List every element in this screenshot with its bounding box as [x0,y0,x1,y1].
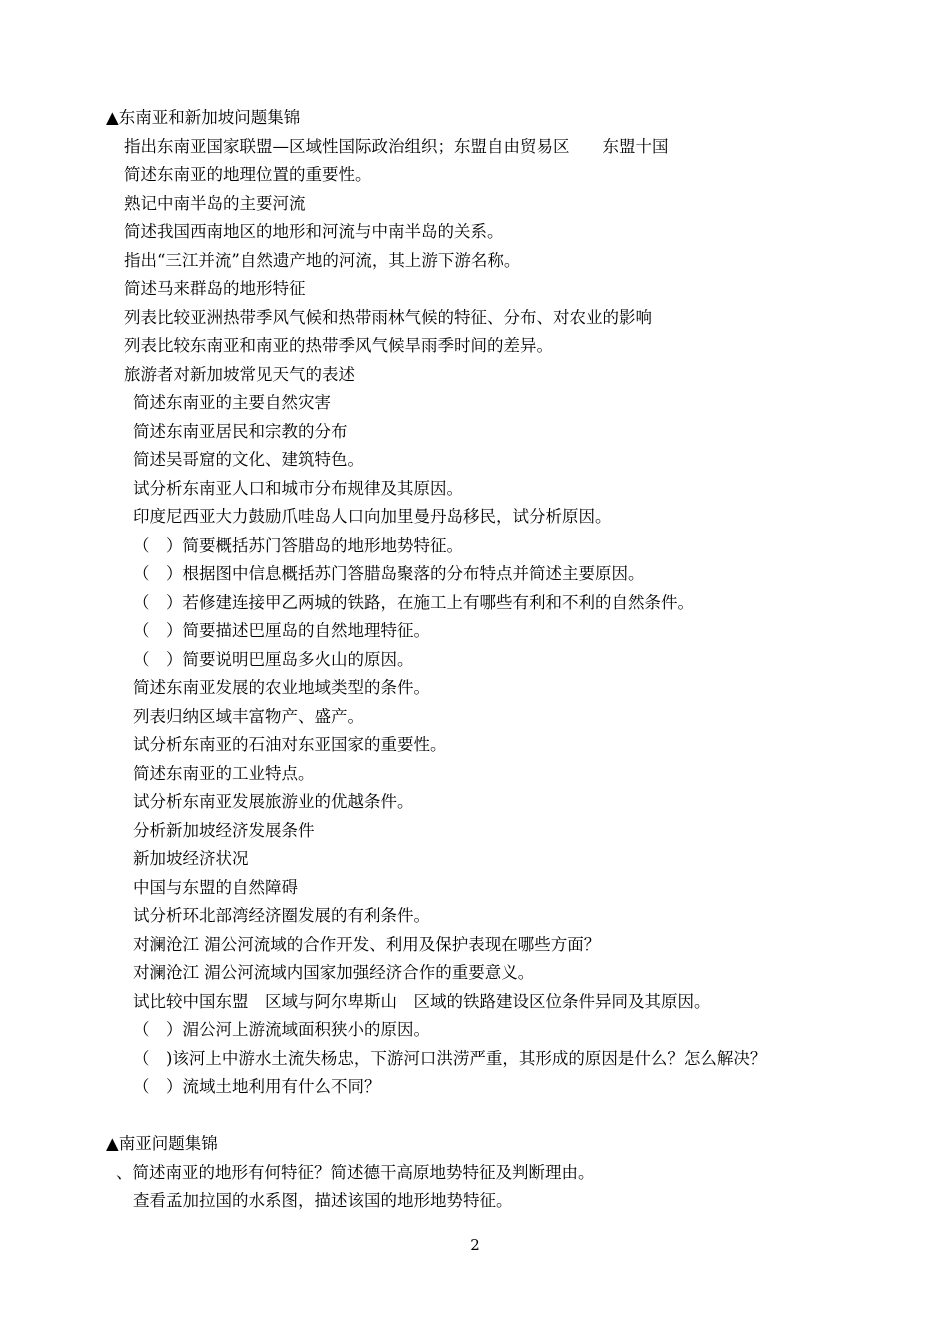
list-item: 试分析环北部湾经济圈发展的有利条件。 [133,906,430,925]
list-item: 简述东南亚的工业特点。 [133,764,315,783]
list-item: 指出“三江并流”自然遗产地的河流，其上游下游名称。 [124,251,521,270]
list-item: 对澜沧江 湄公河流域内国家加强经济合作的重要意义。 [133,963,535,982]
list-item: 简述吴哥窟的文化、建筑特色。 [133,450,364,469]
list-item: 简述东南亚的地理位置的重要性。 [124,165,372,184]
list-item: 指出东南亚国家联盟—区域性国际政治组织；东盟自由贸易区 东盟十国 [124,137,669,156]
list-item: 简述东南亚的主要自然灾害 [133,393,331,412]
list-item: （ ）简要描述巴厘岛的自然地理特征。 [133,621,430,640]
list-item: 简述东南亚发展的农业地域类型的条件。 [133,678,430,697]
list-item: 熟记中南半岛的主要河流 [124,194,306,213]
list-item: 印度尼西亚大力鼓励爪哇岛人口向加里曼丹岛移民，试分析原因。 [133,507,612,526]
section-heading-south-asia: ▲南亚问题集锦 [106,1134,218,1153]
list-item: 中国与东盟的自然障碍 [133,878,298,897]
page-number: 2 [470,1236,480,1254]
list-item: （ ）若修建连接甲乙两城的铁路，在施工上有哪些有利和不利的自然条件。 [133,593,694,612]
list-item: 对澜沧江 湄公河流域的合作开发、利用及保护表现在哪些方面？ [133,935,601,954]
list-item: 试分析东南亚的石油对东亚国家的重要性。 [133,735,447,754]
list-item: 试比较中国东盟 区域与阿尔卑斯山 区域的铁路建设区位条件异同及其原因。 [133,992,711,1011]
list-item: 列表比较亚洲热带季风气候和热带雨林气候的特征、分布、对农业的影响 [124,308,652,327]
list-item: （ ）简要概括苏门答腊岛的地形地势特征。 [133,536,463,555]
list-item: （ ）湄公河上游流域面积狭小的原因。 [133,1020,430,1039]
list-item: 、简述南亚的地形有何特征？简述德干高原地势特征及判断理由。 [116,1163,595,1182]
list-item: （ ）根据图中信息概括苏门答腊岛聚落的分布特点并简述主要原因。 [133,564,645,583]
list-item: （ ）流域土地利用有什么不同？ [133,1077,381,1096]
list-item: 查看孟加拉国的水系图，描述该国的地形地势特征。 [133,1191,513,1210]
list-item: 试分析东南亚发展旅游业的优越条件。 [133,792,414,811]
list-item: 分析新加坡经济发展条件 [133,821,315,840]
list-item: 列表归纳区域丰富物产、盛产。 [133,707,364,726]
list-item: 简述东南亚居民和宗教的分布 [133,422,348,441]
list-item: 简述我国西南地区的地形和河流与中南半岛的关系。 [124,222,504,241]
list-item: 试分析东南亚人口和城市分布规律及其原因。 [133,479,463,498]
list-item: 简述马来群岛的地形特征 [124,279,306,298]
list-item: 新加坡经济状况 [133,849,249,868]
list-item: 旅游者对新加坡常见天气的表述 [124,365,355,384]
list-item: 列表比较东南亚和南亚的热带季风气候旱雨季时间的差异。 [124,336,553,355]
section-heading-southeast-asia: ▲东南亚和新加坡问题集锦 [106,108,301,127]
list-item: （ )该河上中游水土流失杨忠，下游河口洪涝严重，其形成的原因是什么？怎么解决？ [133,1049,767,1068]
list-item: （ ）简要说明巴厘岛多火山的原因。 [133,650,414,669]
